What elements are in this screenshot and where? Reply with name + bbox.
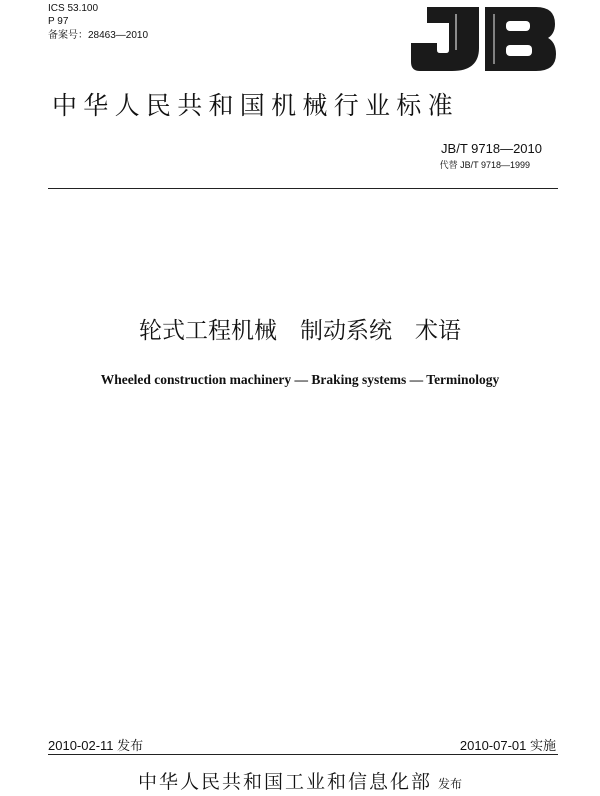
document-title-cn: 轮式工程机械 制动系统 术语 bbox=[139, 318, 461, 344]
jb-logo bbox=[410, 4, 556, 72]
bottom-divider bbox=[48, 754, 558, 755]
replaces-standard: 代替 JB/T 9718—1999 bbox=[439, 160, 530, 170]
issuer-suffix: 发布 bbox=[438, 777, 463, 791]
issuer-line bbox=[0, 767, 600, 794]
standard-title: 中华人民共和国机械行业标准 bbox=[52, 91, 459, 120]
issuer-name: 中华人民共和国工业和信息化部 bbox=[137, 771, 432, 793]
classification-code: P 97 bbox=[48, 16, 69, 27]
ics-code: ICS 53.100 bbox=[48, 3, 99, 14]
issue-date: 2010-02-11 发布 bbox=[48, 738, 144, 753]
standard-number: JB/T 9718—2010 bbox=[441, 141, 542, 156]
registration-number: 备案号：28463—2010 bbox=[48, 30, 149, 41]
top-divider bbox=[48, 188, 558, 189]
document-title-en: Wheeled construction machinery — Braking systems — Terminology bbox=[100, 372, 500, 387]
implementation-date: 2010-07-01 实施 bbox=[459, 738, 556, 753]
